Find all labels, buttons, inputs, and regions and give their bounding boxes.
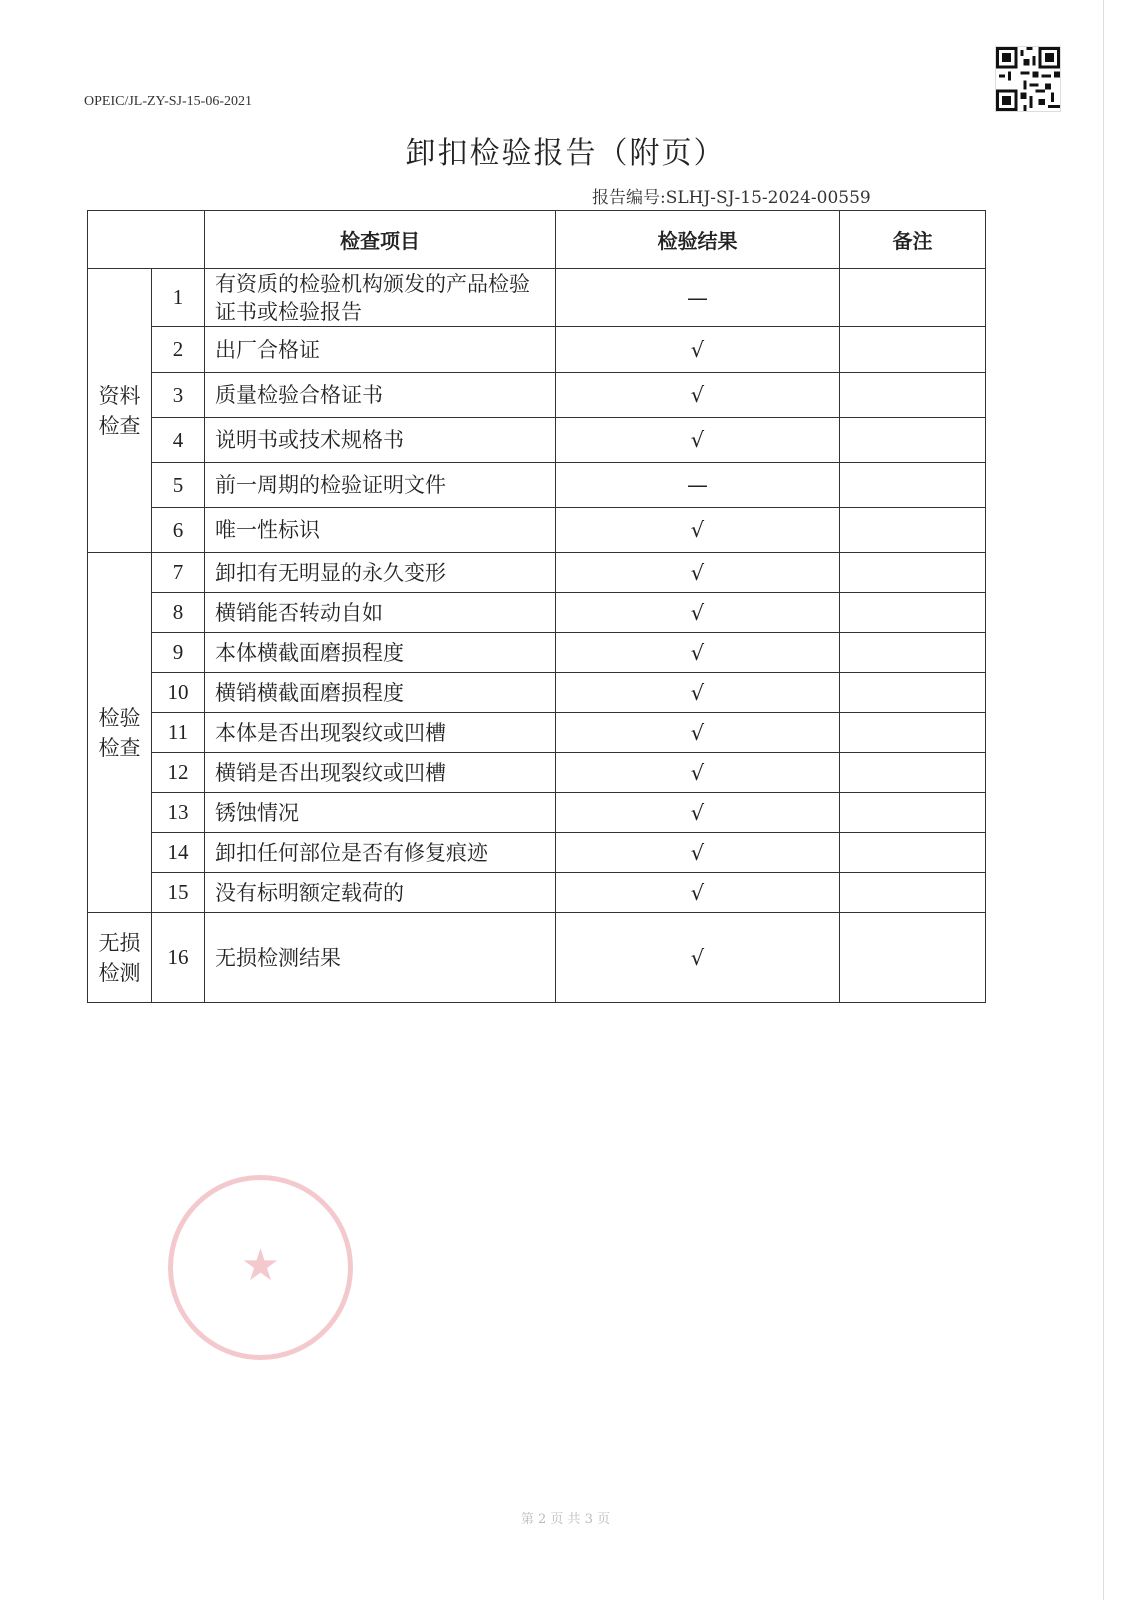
- table-row: [88, 508, 986, 553]
- row-result: √: [556, 713, 840, 753]
- row-remark: [840, 327, 986, 373]
- table-row: [88, 673, 986, 713]
- row-result: √: [556, 833, 840, 873]
- row-item: 前一周期的检验证明文件: [205, 463, 556, 508]
- row-result: √: [556, 327, 840, 373]
- row-result: √: [556, 753, 840, 793]
- row-remark: [840, 593, 986, 633]
- row-result: √: [556, 793, 840, 833]
- row-remark: [840, 833, 986, 873]
- row-result: √: [556, 508, 840, 553]
- table-row: [88, 593, 986, 633]
- page-footer: 第 2 页 共 3 页: [520, 1512, 611, 1527]
- report-number: [592, 183, 871, 208]
- row-remark: [840, 753, 986, 793]
- category-inspection-line-2: 检查: [98, 735, 141, 760]
- page-title: 卸扣检验报告（附页）: [405, 136, 726, 171]
- document-code: OPEIC/JL-ZY-SJ-15-06-2021: [84, 94, 252, 109]
- row-remark: [840, 269, 986, 327]
- row-item: 唯一性标识: [205, 508, 556, 553]
- row-result: √: [556, 418, 840, 463]
- row-number: 3: [152, 373, 205, 418]
- seal-star-icon: ★: [240, 1240, 281, 1291]
- table-row: [88, 553, 986, 593]
- table-row: [88, 793, 986, 833]
- row-remark: [840, 873, 986, 913]
- row-number: 8: [152, 593, 205, 633]
- page-edge-line: [1103, 0, 1104, 1600]
- category-ndt: [88, 913, 152, 1003]
- row-remark: [840, 508, 986, 553]
- row-item: 横销是否出现裂纹或凹槽: [205, 753, 556, 793]
- row-result: √: [556, 553, 840, 593]
- header-result: 检验结果: [556, 211, 840, 269]
- table-row: [88, 327, 986, 373]
- row-number: 13: [152, 793, 205, 833]
- table-row: [88, 753, 986, 793]
- row-remark: [840, 713, 986, 753]
- category-ndt-line-2: 检测: [98, 960, 141, 985]
- row-number: 12: [152, 753, 205, 793]
- row-result: √: [556, 873, 840, 913]
- row-number: 9: [152, 633, 205, 673]
- row-result: √: [556, 673, 840, 713]
- table-row: [88, 913, 986, 1003]
- row-number: 4: [152, 418, 205, 463]
- category-docs: [88, 269, 152, 553]
- table-row: [88, 633, 986, 673]
- table-row: [88, 713, 986, 753]
- report-number-value: SLHJ-SJ-15-2024-00559: [665, 188, 871, 208]
- category-inspection-line-1: 检验: [98, 705, 141, 730]
- row-number: 11: [152, 713, 205, 753]
- row-item: 卸扣任何部位是否有修复痕迹: [205, 833, 556, 873]
- row-number: 5: [152, 463, 205, 508]
- row-item: 质量检验合格证书: [205, 373, 556, 418]
- row-item: 锈蚀情况: [205, 793, 556, 833]
- inspection-table: [87, 210, 986, 1003]
- row-result: —: [556, 463, 840, 508]
- row-item: 无损检测结果: [205, 913, 556, 1003]
- row-remark: [840, 673, 986, 713]
- row-item: 横销能否转动自如: [205, 593, 556, 633]
- row-result: —: [556, 269, 840, 327]
- row-item: 有资质的检验机构颁发的产品检验证书或检验报告: [205, 269, 556, 327]
- header-item: 检查项目: [205, 211, 556, 269]
- category-docs-line-2: 检查: [98, 413, 141, 438]
- row-remark: [840, 913, 986, 1003]
- row-result: √: [556, 593, 840, 633]
- header-remark: 备注: [840, 211, 986, 269]
- category-docs-line-1: 资料: [98, 383, 141, 408]
- row-number: 7: [152, 553, 205, 593]
- category-ndt-line-1: 无损: [98, 930, 141, 955]
- row-remark: [840, 793, 986, 833]
- qr-code-icon: [995, 46, 1061, 112]
- row-item: 说明书或技术规格书: [205, 418, 556, 463]
- row-number: 16: [152, 913, 205, 1003]
- row-item: 卸扣有无明显的永久变形: [205, 553, 556, 593]
- row-remark: [840, 418, 986, 463]
- row-result: √: [556, 633, 840, 673]
- row-remark: [840, 373, 986, 418]
- row-item: 本体横截面磨损程度: [205, 633, 556, 673]
- table-header-row: [88, 211, 986, 269]
- table-row: [88, 463, 986, 508]
- header-blank-cell: [88, 211, 205, 269]
- table-row: [88, 833, 986, 873]
- row-result: √: [556, 373, 840, 418]
- category-inspection: [88, 553, 152, 913]
- report-number-label: 报告编号:: [592, 188, 666, 208]
- row-number: 10: [152, 673, 205, 713]
- row-remark: [840, 463, 986, 508]
- row-result: √: [556, 913, 840, 1003]
- official-seal-stamp: [168, 1175, 353, 1360]
- table-row: [88, 373, 986, 418]
- row-remark: [840, 633, 986, 673]
- row-item: 本体是否出现裂纹或凹槽: [205, 713, 556, 753]
- row-item: 出厂合格证: [205, 327, 556, 373]
- row-number: 2: [152, 327, 205, 373]
- row-number: 15: [152, 873, 205, 913]
- row-number: 14: [152, 833, 205, 873]
- table-row: [88, 269, 986, 327]
- row-item: 横销横截面磨损程度: [205, 673, 556, 713]
- row-remark: [840, 553, 986, 593]
- row-number: 1: [152, 269, 205, 327]
- table-row: [88, 873, 986, 913]
- row-number: 6: [152, 508, 205, 553]
- row-item: 没有标明额定载荷的: [205, 873, 556, 913]
- table-row: [88, 418, 986, 463]
